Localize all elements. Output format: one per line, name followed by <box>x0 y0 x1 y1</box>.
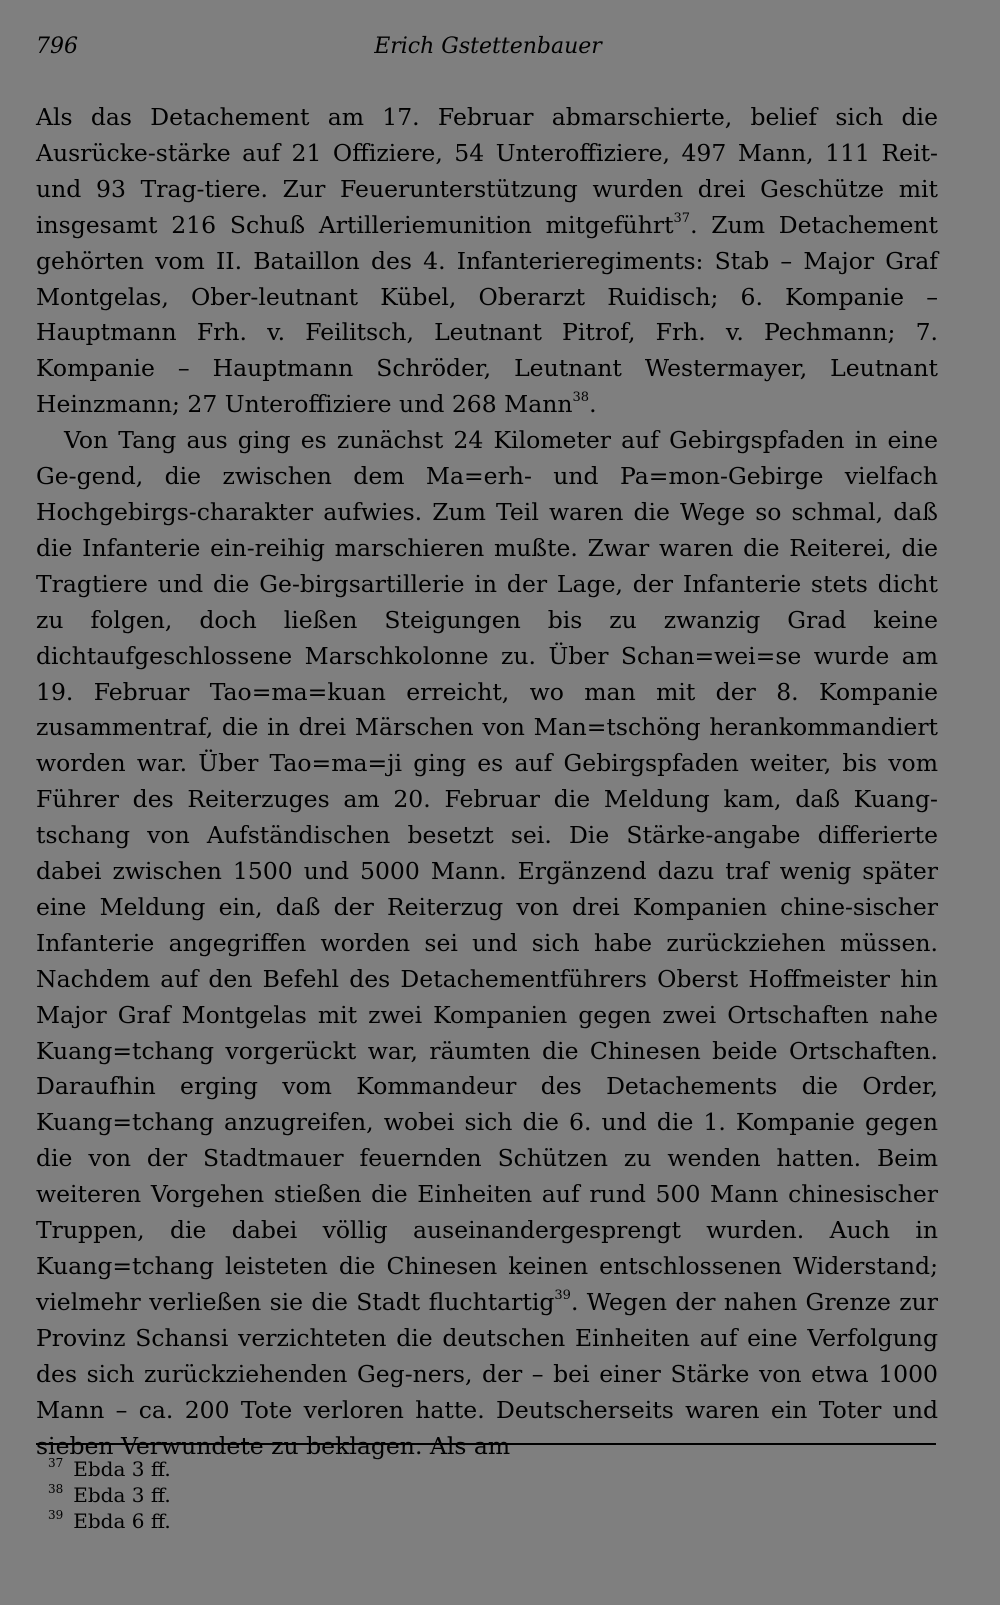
footnote-ref-39: 39 <box>554 1288 571 1304</box>
running-head: Erich Gstettenbauer <box>374 34 602 59</box>
text-run: Als das Detachement am 17. Februar abmarschierte, belief sich die Ausrücke-stärke auf 21 Offiziere, 54 Unteroffiziere, 497 Mann, 111 Reit- und 93 Trag-tiere. Zur Feuerunterstützung wurden drei Geschütze mit insgesamt 216 Schuß Artilleriemunition mitgeführt <box>36 103 938 239</box>
body-text <box>36 100 938 1464</box>
paragraph-2 <box>36 423 938 1464</box>
footnote <box>48 1482 171 1508</box>
footnote-number: 37 <box>48 1456 64 1471</box>
footnote-divider <box>36 1443 936 1445</box>
text-run: . Zum Detachement gehörten vom II. Bataillon des 4. Infanterieregiments: Stab – Major Graf Montgelas, Ober-leutnant Kübel, Oberarzt Ruidisch; 6. Kompanie – Hauptmann Frh. v. Feilitsch, Leutnant Pitrof, Frh. v. Pechmann; 7. Kompanie – Hauptmann Schröder, Leutnant Westermayer, Leutnant Heinzmann; 27 Unteroffiziere und 268 Mann <box>36 210 938 419</box>
footnote <box>48 1456 171 1482</box>
footnote-text: Ebda 3 ff. <box>73 1457 171 1481</box>
footnote-ref-37: 37 <box>673 210 691 226</box>
footnote <box>48 1508 171 1534</box>
text-run: . <box>589 390 597 419</box>
footnote-number: 39 <box>48 1508 64 1523</box>
text-run: . Wegen der nahen Grenze zur Provinz Schansi verzichteten die deutschen Einheiten auf eine Verfolgung des sich zurückziehenden Geg-ners, der – bei einer Stärke von etwa 1000 Mann – ca. 200 Tote verloren hatte. Deutscherseits waren ein Toter und sieben Verwundete zu beklagen. Als am <box>36 1287 938 1460</box>
page-number: 796 <box>36 34 78 59</box>
text-run: Von Tang aus ging es zunächst 24 Kilometer auf Gebirgspfaden in eine Ge-gend, die zwischen dem Ma=erh- und Pa=mon-Gebirge vielfach Hochgebirgs-charakter aufwies. Zum Teil waren die Wege so schmal, daß die Infanterie ein-reihig marschieren mußte. Zwar waren die Reiterei, die Tragtiere und die Ge-birgsartillerie in der Lage, der Infanterie stets dicht zu folgen, doch ließen Steigungen bis zu zwanzig Grad keine dichtaufgeschlossene Marschkolonne zu. Über Schan=wei=se wurde am 19. Februar Tao=ma=kuan erreicht, wo man mit der 8. Kompanie zusammentraf, die in drei Märschen von Man=tschöng herankommandiert worden war. Über Tao=ma=ji ging es auf Gebirgspfaden weiter, bis vom Führer des Reiterzuges am 20. Februar die Meldung kam, daß Kuang-tschang von Aufständischen besetzt sei. Die Stärke-angabe differierte dabei zwischen 1500 und 5000 Mann. Ergänzend dazu traf wenig später eine Meldung ein, daß der Reiterzug von drei Kompanien chine-sischer Infanterie angegriffen worden sei und sich habe zurückziehen müssen. Nachdem auf den Befehl des Detachementführers Oberst Hoffmeister hin Major Graf Montgelas mit zwei Kompanien gegen zwei Ortschaften nahe Kuang=tchang vorgerückt war, räumten die Chinesen beide Ortschaften. Daraufhin erging vom Kommandeur des Detachements die Order, Kuang=tchang anzugreifen, wobei sich die 6. und die 1. Kompanie gegen die von der Stadtmauer feuernden Schützen zu wenden hatten. Beim weiteren Vorgehen stießen die Einheiten auf rund 500 Mann chinesischer Truppen, die dabei völlig auseinandergesprengt wurden. Auch in Kuang=tchang leisteten die Chinesen keinen entschlossenen Widerstand; vielmehr verließen sie die Stadt fluchtartig <box>36 426 938 1316</box>
footnote-ref-38: 38 <box>572 390 590 406</box>
page-header <box>36 34 940 68</box>
footnote-text: Ebda 3 ff. <box>73 1483 171 1507</box>
footnotes <box>48 1456 171 1534</box>
footnote-number: 38 <box>48 1482 64 1497</box>
footnote-text: Ebda 6 ff. <box>73 1509 171 1533</box>
paragraph-1 <box>36 100 938 423</box>
